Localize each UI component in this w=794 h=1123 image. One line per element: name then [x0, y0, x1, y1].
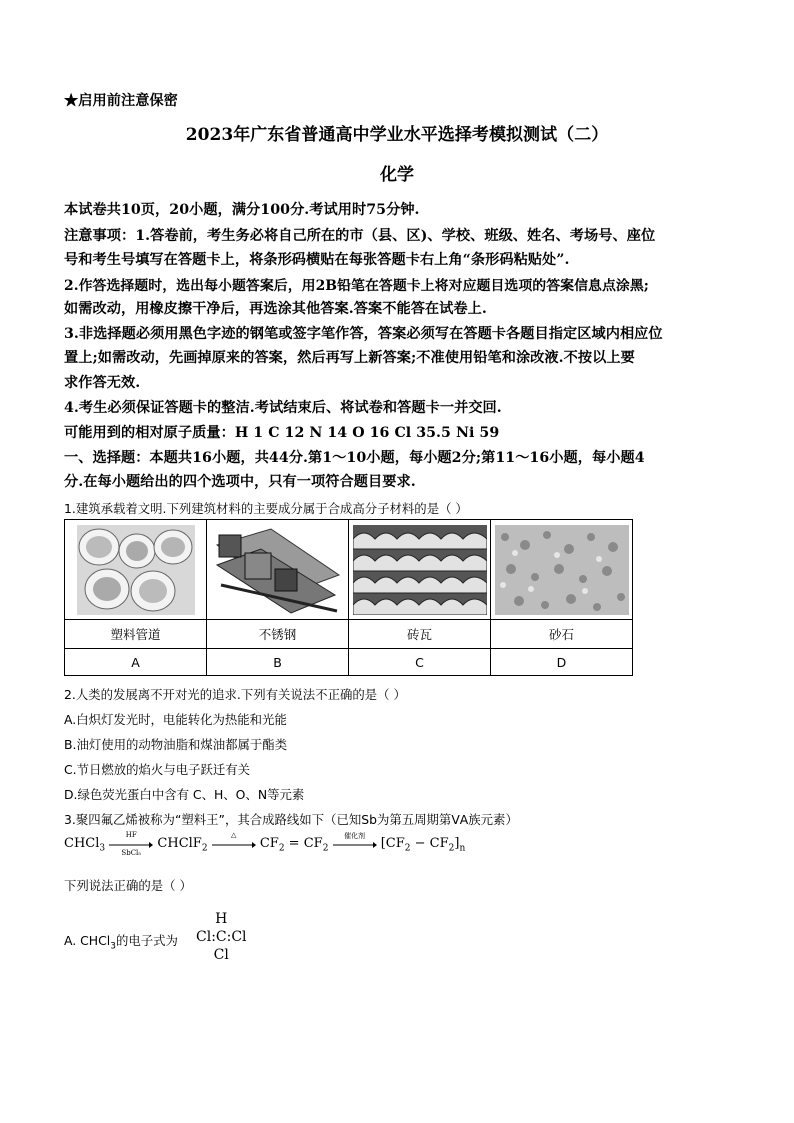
q1-option-b: B: [207, 649, 349, 676]
note-4: 4.考生必须保证答题卡的整洁.考试结束后、将试卷和答题卡一并交回.: [64, 400, 502, 416]
note-3c: 求作答无效.: [64, 375, 141, 391]
q1-picture-d: [491, 520, 633, 620]
gravel-image: [495, 525, 629, 615]
q3-ask: 下列说法正确的是（ ）: [64, 878, 192, 893]
q2-option-c: C.节日燃放的焰火与电子跃迁有关: [64, 762, 251, 777]
atomic-mass: 可能用到的相对原子质量：H 1 C 12 N 14 O 16 Cl 35.5 Ni 59: [64, 425, 500, 441]
q2-option-a: A.白炽灯发光时，电能转化为热能和光能: [64, 712, 287, 727]
exam-summary: 本试卷共10页，20小题，满分100分.考试用时75分钟.: [64, 202, 420, 218]
reaction-arrow-3: 催化剂: [333, 837, 377, 851]
q1-option-d: D: [491, 649, 633, 676]
chcl3-lewis-structure: H Cl:C:Cl Cl: [196, 911, 247, 963]
q1-option-a: A: [65, 649, 207, 676]
q1-label-a: 塑料管道: [65, 620, 207, 649]
reaction-arrow-2: △: [212, 837, 256, 851]
q1-material-table: [64, 519, 633, 676]
q1-stem: 1.建筑承载着文明.下列建筑材料的主要成分属于合成高分子材料的是（ ）: [64, 501, 468, 516]
note-1b: 号和考生号填写在答题卡上，将条形码横贴在每张答题卡右上角“条形码粘贴处”.: [64, 252, 570, 268]
q3-option-a: A. CHCl$_3$的电子式为: [64, 933, 178, 952]
q2-stem: 2.人类的发展离不开对光的追求.下列有关说法不正确的是（ ）: [64, 687, 406, 702]
q1-picture-c: [349, 520, 491, 620]
exam-title: 2023年广东省普通高中学业水平选择考模拟测试（二）: [185, 125, 609, 145]
stainless-steel-image: [211, 525, 345, 615]
note-2b: 如需改动，用橡皮擦干净后，再选涂其他答案.答案不能答在试卷上.: [64, 301, 487, 317]
q1-label-b: 不锈钢: [207, 620, 349, 649]
section-1b: 分.在每小题给出的四个选项中，只有一项符合题目要求.: [64, 474, 416, 490]
note-1a: 注意事项：1.答卷前，考生务必将自己所在的市（县、区)、学校、班级、姓名、考场号、座位: [64, 228, 656, 244]
q1-picture-b: [207, 520, 349, 620]
note-2a: 2.作答选择题时，选出每小题答案后，用2B铅笔在答题卡上将对应题目选项的答案信息点涂黑;: [64, 278, 649, 294]
q2-option-b: B.油灯使用的动物油脂和煤油都属于酯类: [64, 737, 288, 752]
section-1a: 一、选择题：本题共16小题，共44分.第1～10小题，每小题2分;第11～16小题，每小题4: [64, 450, 645, 466]
q1-option-c: C: [349, 649, 491, 676]
q3-synthesis-route: CHCl$_3$ HF SbCl₅ CHClF$_2$ △ $CF_2 = CF_2$ 催化剂 $[CF_2 - CF_2]_n$: [64, 830, 466, 857]
plastic-pipes-image: [77, 525, 195, 615]
confidential-mark: ★启用前注意保密: [64, 93, 178, 109]
reaction-arrow-1: HF SbCl₅: [109, 837, 153, 851]
q2-option-d: D.绿色荧光蛋白中含有 C、H、O、N等元素: [64, 787, 305, 802]
q3-stem: 3.聚四氟乙烯被称为“塑料王”，其合成路线如下（已知Sb为第五周期第ⅤA族元素）: [64, 812, 518, 827]
roof-tiles-image: [353, 525, 487, 615]
subject-title: 化学: [379, 165, 415, 185]
q1-label-c: 砖瓦: [349, 620, 491, 649]
q1-picture-a: [65, 520, 207, 620]
note-3b: 置上;如需改动，先画掉原来的答案，然后再写上新答案;不准使用铅笔和涂改液.不按以上要: [64, 350, 635, 366]
q1-label-d: 砂石: [491, 620, 633, 649]
note-3a: 3.非选择题必须用黑色字迹的钢笔或签字笔作答，答案必须写在答题卡各题目指定区域内相应位: [64, 326, 663, 342]
